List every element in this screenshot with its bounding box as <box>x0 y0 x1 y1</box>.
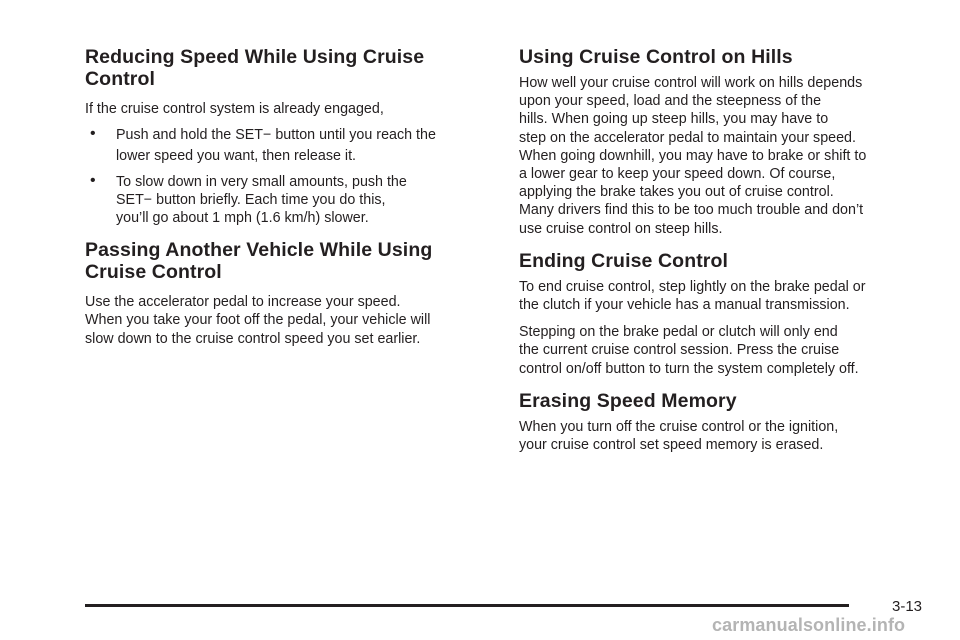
body-paragraph <box>85 293 490 348</box>
paragraph-line: step on the accelerator pedal to maintain your speed. <box>519 129 856 146</box>
body-paragraph <box>519 278 929 314</box>
bullet-list <box>85 126 490 227</box>
bullet-item <box>85 173 490 228</box>
bullet-icon: • <box>90 171 96 189</box>
heading-line: Control <box>85 68 156 90</box>
section-ending-cruise <box>519 250 929 378</box>
paragraph-line: the clutch if your vehicle has a manual transmission. <box>519 297 850 314</box>
section-passing-vehicle <box>85 239 490 348</box>
heading-line: Passing Another Vehicle While Using <box>85 239 433 262</box>
intro-text: If the cruise control system is already engaged, <box>85 101 384 117</box>
section-heading <box>85 46 490 90</box>
paragraph-line: To end cruise control, step lightly on the brake pedal or <box>519 278 866 295</box>
paragraph-line: your cruise control set speed memory is erased. <box>519 437 824 454</box>
watermark: carmanualsonline.info <box>712 615 906 635</box>
paragraph-line: How well your cruise control will work on hills depends <box>519 75 863 91</box>
paragraph-line: When you take your foot off the pedal, your vehicle will <box>85 312 431 329</box>
paragraph-line: slow down to the cruise control speed you set earlier. <box>85 330 421 347</box>
paragraph-line: When going downhill, you may have to brake or shift to <box>519 147 867 164</box>
bullet-line: you’ll go about 1 mph (1.6 km/h) slower. <box>116 210 369 227</box>
bullet-line: To slow down in very small amounts, push the <box>116 173 407 190</box>
bullet-line: SET− button briefly. Each time you do this, <box>116 191 386 208</box>
section-erasing-memory <box>519 390 929 454</box>
section-heading: Erasing Speed Memory <box>519 389 737 412</box>
paragraph-line: Use the accelerator pedal to increase your speed. <box>85 294 401 311</box>
section-heading <box>85 239 490 283</box>
body-paragraph <box>519 323 929 378</box>
section-heading: Using Cruise Control on Hills <box>519 46 793 68</box>
paragraph-line: a lower gear to keep your speed down. Of course, <box>519 166 836 183</box>
bullet-line: Push and hold the SET− button until you reach the <box>116 127 436 144</box>
body-paragraph <box>519 74 929 238</box>
paragraph-line: hills. When going up steep hills, you may have to <box>519 111 829 128</box>
paragraph-line: applying the brake takes you out of cruise control. <box>519 184 834 201</box>
section-cruise-on-hills <box>519 46 929 238</box>
left-column <box>85 46 490 360</box>
body-paragraph <box>519 418 929 454</box>
page-number: 3-13 <box>892 598 923 615</box>
paragraph-line: Stepping on the brake pedal or clutch will only end <box>519 324 838 341</box>
paragraph-line: When you turn off the cruise control or the ignition, <box>519 418 839 435</box>
paragraph-line: the current cruise control session. Press the cruise <box>519 342 840 359</box>
paragraph-line: use cruise control on steep hills. <box>519 220 723 237</box>
footer-rule <box>85 604 849 607</box>
paragraph-line: upon your speed, load and the steepness of the <box>519 93 822 110</box>
right-column <box>519 46 929 466</box>
paragraph-line: control on/off button to turn the system completely off. <box>519 360 859 377</box>
section-reducing-speed <box>85 46 490 227</box>
bullet-item <box>85 126 490 165</box>
heading-line: Cruise Control <box>85 261 222 284</box>
bullet-icon: • <box>90 125 96 143</box>
bullet-line: lower speed you want, then release it. <box>116 148 357 165</box>
paragraph-line: Many drivers find this to be too much trouble and don’t <box>519 202 864 219</box>
heading-line: Reducing Speed While Using Cruise <box>85 46 425 68</box>
section-heading: Ending Cruise Control <box>519 249 729 272</box>
